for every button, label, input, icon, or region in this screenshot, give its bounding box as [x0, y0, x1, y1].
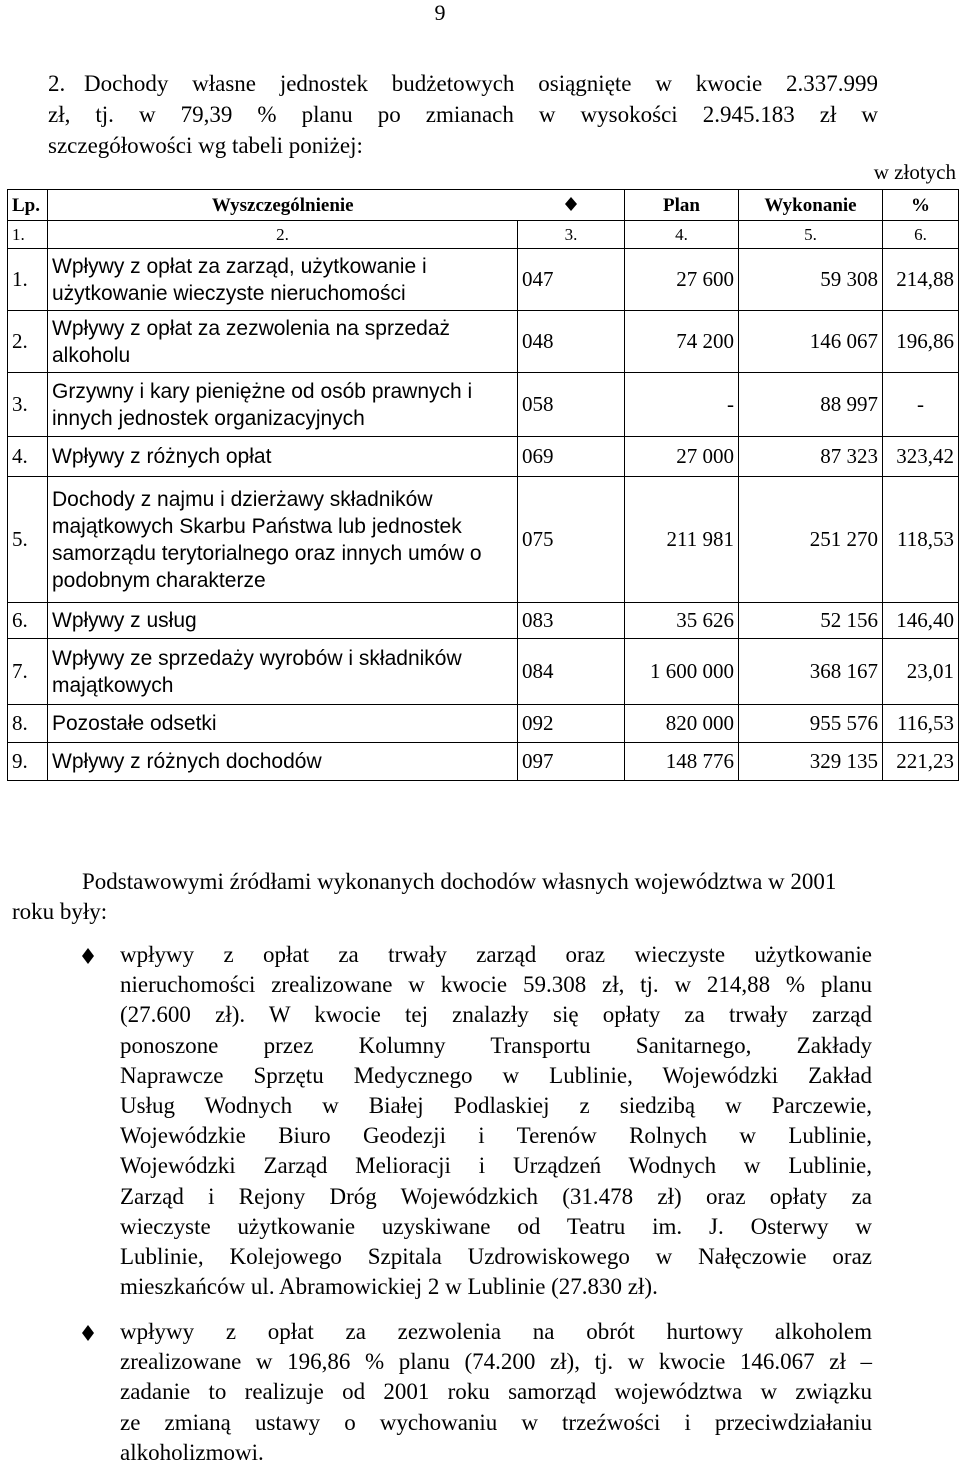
row-wykonanie: 52 156 [739, 603, 883, 639]
row-plan: 211 981 [625, 477, 739, 603]
col-number: 1. [8, 221, 48, 249]
row-lp: 5. [8, 477, 48, 603]
unit-label: w złotych [873, 160, 956, 184]
income-table [7, 189, 959, 781]
row-code: 097 [518, 743, 625, 781]
row-lp: 7. [8, 639, 48, 705]
row-plan: 27 600 [625, 249, 739, 311]
col-number: 2. [48, 221, 518, 249]
table-row [8, 373, 959, 437]
row-wykonanie: 88 997 [739, 373, 883, 437]
row-wykonanie: 251 270 [739, 477, 883, 603]
row-description: Wpływy z różnych opłat [48, 437, 518, 477]
bullet-diamond-icon [82, 947, 112, 970]
col-number: 5. [739, 221, 883, 249]
row-plan: 74 200 [625, 311, 739, 373]
row-percent: - [883, 373, 959, 437]
row-description: Wpływy z opłat za zarząd, użytkowanie i użytkowanie wieczyste nieruchomości [48, 249, 518, 311]
row-plan: - [625, 373, 739, 437]
row-plan: 27 000 [625, 437, 739, 477]
row-code: 048 [518, 311, 625, 373]
table-header-row [8, 190, 959, 221]
row-description: Pozostałe odsetki [48, 705, 518, 743]
table-row [8, 477, 959, 603]
col-number: 3. [518, 221, 625, 249]
header-wykonanie: Wykonanie [739, 190, 883, 221]
bullet-item: wpływy z opłat za zezwolenia na obrót hurtowy alkoholem zrealizowane w 196,86 % planu (74.200 zł), tj. w kwocie 146.067 zł – zadanie to realizuje od 2001 roku samorząd województwa w związku ze zmianą ustawy o wychowaniu w trzeźwości i przeciwdziałaniu alkoholizmowi. [120, 1319, 872, 1465]
row-wykonanie: 87 323 [739, 437, 883, 477]
row-lp: 4. [8, 437, 48, 477]
row-code: 058 [518, 373, 625, 437]
table-row [8, 743, 959, 781]
header-code [518, 190, 625, 221]
row-code: 083 [518, 603, 625, 639]
row-wykonanie: 59 308 [739, 249, 883, 311]
intro-line: szczegółowości wg tabeli poniżej: [48, 133, 363, 158]
table-row [8, 705, 959, 743]
row-wykonanie: 146 067 [739, 311, 883, 373]
header-lp: Lp. [8, 190, 48, 221]
row-description: Wpływy z usług [48, 603, 518, 639]
intro-number: 2. [48, 71, 66, 96]
table-row [8, 603, 959, 639]
row-percent: 196,86 [883, 311, 959, 373]
header-description: Wyszczególnienie [48, 190, 518, 221]
row-percent: 214,88 [883, 249, 959, 311]
header-plan: Plan [625, 190, 739, 221]
row-plan: 148 776 [625, 743, 739, 781]
row-lp: 6. [8, 603, 48, 639]
row-percent: 146,40 [883, 603, 959, 639]
row-plan: 1 600 000 [625, 639, 739, 705]
table-row [8, 639, 959, 705]
row-wykonanie: 955 576 [739, 705, 883, 743]
row-code: 092 [518, 705, 625, 743]
row-wykonanie: 368 167 [739, 639, 883, 705]
row-percent: 116,53 [883, 705, 959, 743]
bullet-diamond-icon [82, 1324, 112, 1347]
row-percent: 118,53 [883, 477, 959, 603]
row-description: Wpływy ze sprzedaży wyrobów i składników majątkowych [48, 639, 518, 705]
table-row [8, 437, 959, 477]
row-lp: 8. [8, 705, 48, 743]
row-code: 084 [518, 639, 625, 705]
row-code: 069 [518, 437, 625, 477]
row-code: 047 [518, 249, 625, 311]
page-number: 9 [434, 0, 446, 25]
row-lp: 3. [8, 373, 48, 437]
row-description: Dochody z najmu i dzierżawy składników majątkowych Skarbu Państwa lub jednostek samorządu terytorialnego oraz innych umów o podobnym charakterze [48, 477, 518, 603]
row-code: 075 [518, 477, 625, 603]
row-percent: 221,23 [883, 743, 959, 781]
col-number: 6. [883, 221, 959, 249]
row-description: Wpływy z różnych dochodów [48, 743, 518, 781]
row-lp: 2. [8, 311, 48, 373]
row-plan: 35 626 [625, 603, 739, 639]
intro-line: zł, tj. w 79,39 % planu po zmianach w wysokości 2.945.183 zł w [48, 102, 878, 127]
row-percent: 23,01 [883, 639, 959, 705]
table-row [8, 311, 959, 373]
header-percent: % [883, 190, 959, 221]
col-number: 4. [625, 221, 739, 249]
row-lp: 1. [8, 249, 48, 311]
row-plan: 820 000 [625, 705, 739, 743]
summary-paragraph: Podstawowymi źródłami wykonanych dochodów własnych województwa w 2001 roku były: [12, 869, 837, 924]
bullet-diamond-icon [565, 197, 577, 211]
row-lp: 9. [8, 743, 48, 781]
intro-line: 2. Dochody własne jednostek budżetowych osiągnięte w kwocie 2.337.999 [48, 68, 878, 99]
bullet-item: wpływy z opłat za trwały zarząd oraz wieczyste użytkowanie nieruchomości zrealizowane w kwocie 59.308 zł, tj. w 214,88 % planu (27.600 zł). W kwocie tej znalazły się opłaty za trwały zarząd ponoszone przez Kolumny Transportu Sanitarnego, Zakłady Naprawcze Sprzętu Medycznego w Lublinie, Wojewódzki Zakład Usług Wodnych w Białej Podlaskiej z siedzibą w Parczewie, Wojewódzkie Biuro Geodezji i Terenów Rolnych w Lublinie, Wojewódzki Zarząd Melioracji i Urządzeń Wodnych w Lublinie, Zarząd i Rejony Dróg Wojewódzkich (31.478 zł) oraz opłaty za wieczyste użytkowanie uzyskiwane od Teatru im. J. Osterwy w Lublinie, Kolejowego Szpitala Uzdrowiskowego w Nałęczowie oraz mieszkańców ul. Abramowickiej 2 w Lublinie (27.830 zł). [120, 942, 872, 1300]
row-description: Wpływy z opłat za zezwolenia na sprzedaż alkoholu [48, 311, 518, 373]
row-description: Grzywny i kary pieniężne od osób prawnych i innych jednostek organizacyjnych [48, 373, 518, 437]
table-row [8, 249, 959, 311]
row-wykonanie: 329 135 [739, 743, 883, 781]
row-percent: 323,42 [883, 437, 959, 477]
intro-paragraph [48, 68, 878, 161]
table-numbering-row [8, 221, 959, 249]
